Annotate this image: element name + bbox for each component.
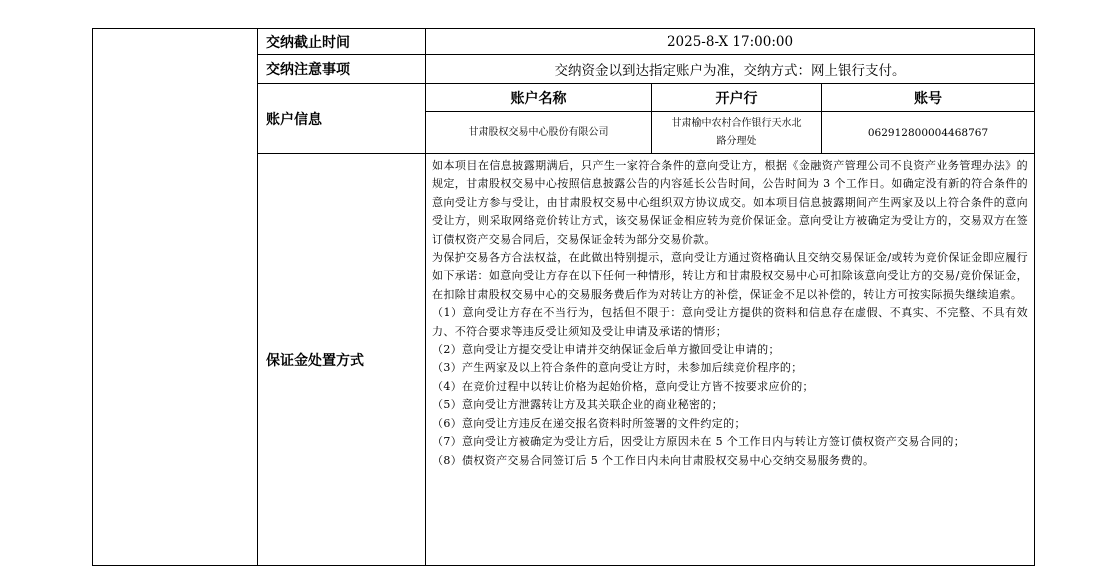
account-bank-line1: 甘肃榆中农村合作银行天水北 (671, 117, 802, 129)
notice-value: 交纳资金以到达指定账户为准，交纳方式：网上银行支付。 (426, 55, 1035, 84)
deposit-paragraph: 如本项目在信息披露期满后，只产生一家符合条件的意向受让方，根据《金融资产管理公司不良资产业务管理办法》的规定，甘肃股权交易中心按照信息披露公告的内容延长公告时间，公告时间为 3 个工作日。如确定没有新的符合条件的意向受让方参与受让，由甘肃股权交易中心组织双方协议成交。如本项目信息披露期间产生两家及以上符合条件的意向受让方，则采取网络竞价转让方式，该交易保证金相应转为竞价保证金。意向受让方被确定为受让方的，交易双方在签订债权资产交易合同后，交易保证金转为部分交易价款。 (432, 159, 1028, 246)
deposit-item: （4）在竞价过程中以转让价格为起始价格，意向受让方皆不按要求应价的； (432, 379, 814, 393)
deposit-item: （3）产生两家及以上符合条件的意向受让方时，未参加后续竞价程序的； (432, 361, 803, 375)
deposit-body (426, 154, 1035, 566)
deposit-info-table (92, 28, 1035, 566)
account-bank-header: 开户行 (652, 84, 822, 112)
account-number-value: 062912800004468767 (822, 112, 1035, 154)
deposit-label: 保证金处置方式 (258, 154, 426, 566)
deadline-label: 交纳截止时间 (258, 29, 426, 55)
account-name-value: 甘肃股权交易中心股份有限公司 (426, 112, 652, 154)
deposit-item: （6）意向受让方违反在递交报名资料时所签署的文件约定的； (432, 416, 746, 430)
notice-label: 交纳注意事项 (258, 55, 426, 84)
account-bank-value (652, 112, 822, 154)
deposit-item: （7）意向受让方被确定为受让方后，因受让方原因未在 5 个工作日内与转让方签订债权资产交易合同的； (432, 435, 966, 449)
account-label: 账户信息 (258, 84, 426, 154)
deadline-row (93, 29, 1035, 55)
account-number-header: 账号 (822, 84, 1035, 112)
deposit-item: （5）意向受让方泄露转让方及其关联企业的商业秘密的； (432, 398, 724, 412)
deposit-item: （8）债权资产交易合同签订后 5 个工作日内未向甘肃股权交易中心交纳交易服务费的。 (432, 453, 875, 467)
left-blank-column (93, 29, 258, 566)
deadline-value: 2025-8-X 17:00:00 (426, 29, 1035, 55)
account-bank-line2: 路分理处 (716, 135, 757, 147)
deposit-item: （1）意向受让方存在不当行为，包括但不限于：意向受让方提供的资料和信息存在虚假、不真实、不完整、不具有效力、不符合要求等违反受让须知及受让申请及承诺的情形； (432, 306, 1028, 338)
deposit-item: （2）意向受让方提交受让申请并交纳保证金后单方撤回受让申请的； (432, 343, 780, 357)
deposit-paragraph: 为保护交易各方合法权益，在此做出特别提示，意向受让方通过资格确认且交纳交易保证金/或转为竞价保证金即应履行如下承诺：如意向受让方存在以下任何一种情形，转让方和甘肃股权交易中心可扣除该意向受让方的交易/竞价保证金，在扣除甘肃股权交易中心的交易服务费后作为对转让方的补偿，保证金不足以补偿的，转让方可按实际损失继续追索。 (432, 251, 1028, 301)
account-name-header: 账户名称 (426, 84, 652, 112)
